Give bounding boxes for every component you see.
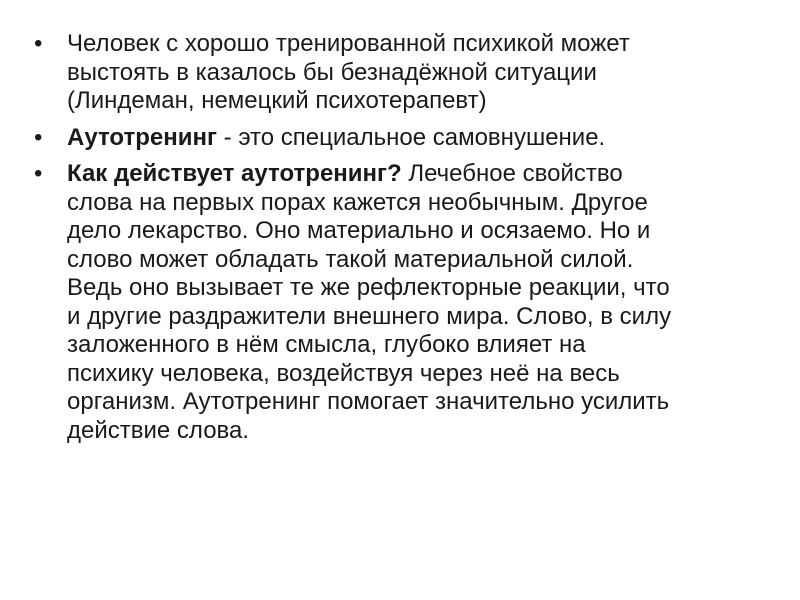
bullet-item-lindeman [0,30,800,116]
text-line [67,124,760,153]
bold-term: Аутотренинг [67,123,217,151]
text-line: выстоять в казалось бы безнадёжной ситуации [67,58,597,86]
definition-text: - это специальное самовнушение. [216,123,606,151]
text-line: психику человека, воздействуя через неё на весь [67,359,620,387]
bullet-icon: • [34,160,43,187]
text-line: и другие раздражители внешнего мира. Слово, в силу [67,302,672,330]
bullet-item-how-it-works [0,160,800,445]
text-line: Человек с хорошо тренированной психикой может [67,30,630,57]
bold-question: Как действует аутотренинг? [67,160,402,187]
text-line [67,160,760,189]
text-line: слово может обладать такой материальной силой. [67,245,634,273]
text-line: (Линдеман, немецкий психотерапевт) [67,87,487,114]
text-line: Ведь оно вызывает те же рефлекторные реакции, что [67,274,670,301]
bullet-list [0,30,800,453]
text-line: действие слова. [67,416,250,444]
bullet-icon: • [34,123,43,151]
bullet-icon: • [34,30,43,57]
text-line: слова на первых порах кажется необычным. Другое [67,188,648,216]
bullet-item-autotraining-definition [0,124,800,153]
text-line: дело лекарство. Оно материально и осязаемо. Но и [67,217,651,244]
text-line: организм. Аутотренинг помогает значительно усилить [67,388,670,415]
first-line-rest: Лечебное свойство [401,160,623,187]
text-line: заложенного в нём смысла, глубоко влияет на [67,331,586,358]
